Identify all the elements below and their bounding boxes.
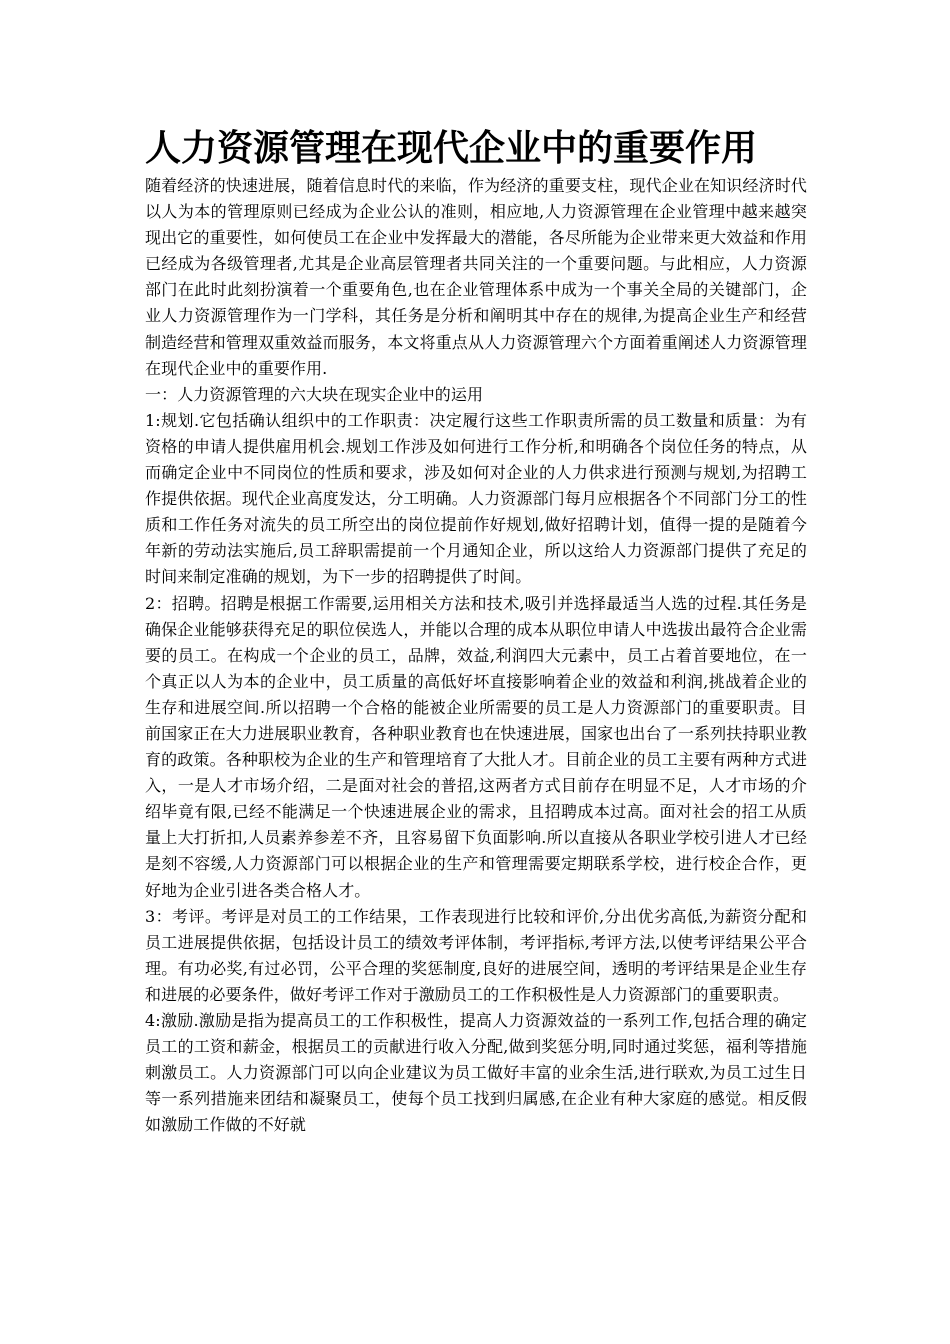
paragraph-evaluation: 3：考评。考评是对员工的工作结果，工作表现进行比较和评价,分出优劣高低,为薪资分配和员工进展提供依据，包括设计员工的绩效考评体制，考评指标,考评方法,以使考评结果公平合理。有功必奖,有过必罚，公平合理的奖惩制度,良好的进展空间，透明的考评结果是企业生存和进展的必要条件，做好考评工作对于激励员工的工作积极性是人力资源部门的重要职责。 <box>145 906 807 1004</box>
paragraph-intro: 随着经济的快速进展，随着信息时代的来临，作为经济的重要支柱，现代企业在知识经济时代以人为本的管理原则已经成为企业公认的准则，相应地,人力资源管理在企业管理中越来越突现出它的重要性，如何使员工在企业中发挥最大的潜能，各尽所能为企业带来更大效益和作用已经成为各级管理者,尤其是企业高层管理者共同关注的一个重要问题。与此相应，人力资源部门在此时此刻扮演着一个重要角色,也在企业管理体系中成为一个事关全局的关键部门，企业人力资源管理作为一门学科，其任务是分析和阐明其中存在的规律,为提高企业生产和经营制造经营和管理双重效益而服务，本文将重点从人力资源管理六个方面着重阐述人力资源管理在现代企业中的重要作用. <box>145 176 807 378</box>
document-title: 人力资源管理在现代企业中的重要作用 <box>145 128 758 169</box>
document-page <box>145 125 807 1138</box>
paragraph-recruitment: 2：招聘。招聘是根据工作需要,运用相关方法和技术,吸引并选择最适当人选的过程.其任务是确保企业能够获得充足的职位侯选人，并能以合理的成本从职位申请人中选拔出最符合企业需要的员工。在构成一个企业的员工，品牌，效益,利润四大元素中，员工占着首要地位，在一个真正以人为本的企业中，员工质量的高低好坏直接影响着企业的效益和利润,挑战着企业的生存和进展空间.所以招聘一个合格的能被企业所需要的员工是人力资源部门的重要职责。目前国家正在大力进展职业教育，各种职业教育也在快速进展，国家也出台了一系列扶持职业教育的政策。各种职校为企业的生产和管理培育了大批人才。目前企业的员工主要有两种方式进入，一是人才市场介绍，二是面对社会的普招,这两者方式目前存在明显不足，人才市场的介绍毕竟有限,已经不能满足一个快速进展企业的需求，且招聘成本过高。面对社会的招工从质量上大打折扣,人员素养参差不齐，且容易留下负面影响.所以直接从各职业学校引进人才已经是刻不容缓,人力资源部门可以根据企业的生产和管理需要定期联系学校，进行校企合作，更好地为企业引进各类合格人才。 <box>145 593 807 900</box>
paragraph-incentive: 4:激励.激励是指为提高员工的工作积极性，提高人力资源效益的一系列工作,包括合理的确定员工的工资和薪金，根据员工的贡献进行收入分配,做到奖惩分明,同时通过奖惩，福利等措施刺激员工。人力资源部门可以向企业建议为员工做好丰富的业余生活,进行联欢,为员工过生日等一系列措施来团结和凝聚员工，使每个员工找到归属感,在企业有种大家庭的感觉。相反假如激励工作做的不好就 <box>145 1011 807 1135</box>
section-heading-1: 一：人力资源管理的六大块在现实企业中的运用 <box>145 384 484 404</box>
paragraph-planning: 1:规划.它包括确认组织中的工作职责：决定履行这些工作职责所需的员工数量和质量：为有资格的申请人提供雇用机会.规划工作涉及如何进行工作分析,和明确各个岗位任务的特点，从而确定企业中不同岗位的性质和要求，涉及如何对企业的人力供求进行预测与规划,为招聘工作提供依据。现代企业高度发达，分工明确。人力资源部门每月应根据各个不同部门分工的性质和工作任务对流失的员工所空出的岗位提前作好规划,做好招聘计划，值得一提的是随着今年新的劳动法实施后,员工辞职需提前一个月通知企业，所以这给人力资源部门提供了充足的时间来制定准确的规划，为下一步的招聘提供了时间。 <box>145 410 807 587</box>
